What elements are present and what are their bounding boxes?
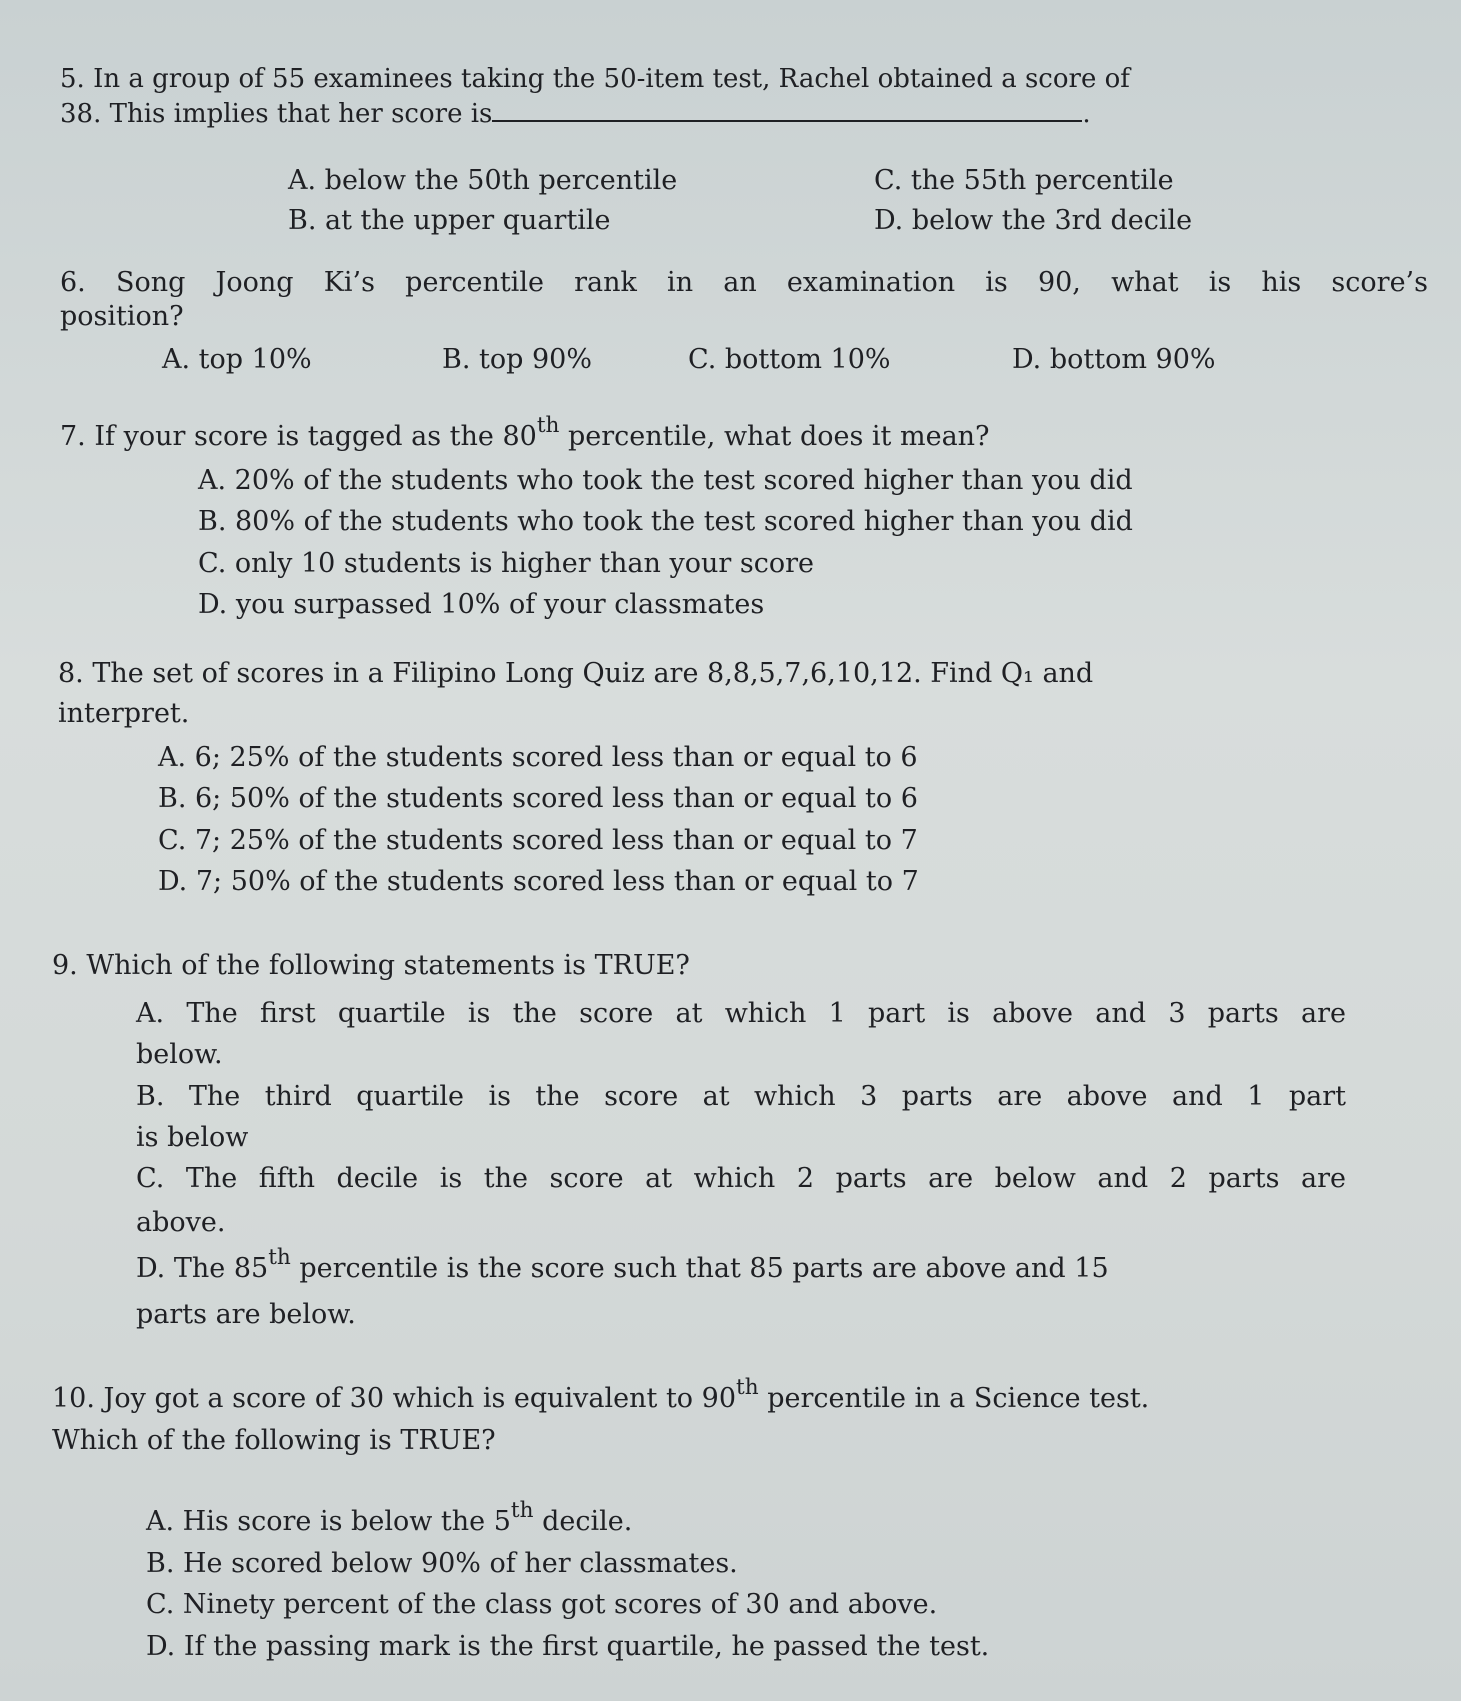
question-6-choice-a: A. top 10% <box>162 344 312 375</box>
question-5-number: 5. <box>60 64 85 94</box>
question-8-number: 8. <box>58 658 84 689</box>
question-6-number: 6. <box>60 267 86 298</box>
question-7-choice-a: A. 20% of the students who took the test scored higher than you did <box>198 465 1133 496</box>
question-8-stem-line2: interpret. <box>58 698 190 729</box>
question-7-choice-d: D. you surpassed 10% of your classmates <box>198 589 765 620</box>
question-10-stem-line2: Which of the following is TRUE? <box>52 1425 496 1456</box>
question-7-stem: 7. If your score is tagged as the 80th percentile, what does it mean? <box>60 412 990 452</box>
question-10-stem-line1: 10. Joy got a score of 30 which is equivalent to 90th percentile in a Science test. <box>52 1374 1150 1414</box>
question-6-choice-c: C. bottom 10% <box>688 344 891 375</box>
question-9-choice-d-line1: D. The 85th percentile is the score such that 85 parts are above and 15 <box>136 1244 1109 1284</box>
question-10-choice-d: D. If the passing mark is the first quartile, he passed the test. <box>146 1631 990 1662</box>
question-5-choice-b: B. at the upper quartile <box>288 205 611 236</box>
question-9-number: 9. <box>52 950 78 981</box>
question-6-stem-line2: position? <box>60 301 184 332</box>
question-9-choice-b-line1: B. The third quartile is the score at which 3 parts are above and 1 part <box>136 1081 1346 1112</box>
question-5-stem-line2: 38. This implies that her score is . <box>60 94 1091 131</box>
question-9-choice-c-line1: C. The fifth decile is the score at which 2 parts are below and 2 parts are <box>136 1163 1346 1194</box>
question-8-choice-c: C. 7; 25% of the students scored less than or equal to 7 <box>158 825 918 856</box>
question-8-stem-line1: 8. The set of scores in a Filipino Long Quiz are 8,8,5,7,6,10,12. Find Q₁ and <box>58 658 1094 689</box>
question-8-choice-a: A. 6; 25% of the students scored less than or equal to 6 <box>158 742 918 773</box>
question-5-choice-d: D. below the 3rd decile <box>874 205 1193 236</box>
question-6-choice-d: D. bottom 90% <box>1012 344 1216 375</box>
question-5-choice-a: A. below the 50th percentile <box>288 165 678 196</box>
question-10-number: 10. <box>52 1383 95 1414</box>
question-7-number: 7. <box>60 421 86 452</box>
question-5-stem-line1: 5. In a group of 55 examinees taking the 50-item test, Rachel obtained a score of <box>60 64 1130 94</box>
question-6-choice-b: B. top 90% <box>442 344 592 375</box>
answer-blank <box>492 94 1082 122</box>
question-10-choice-b: B. He scored below 90% of her classmates. <box>146 1548 738 1579</box>
question-10-choice-c: C. Ninety percent of the class got scores of 30 and above. <box>146 1589 938 1620</box>
question-8-choice-b: B. 6; 50% of the students scored less than or equal to 6 <box>158 783 918 814</box>
question-7-choice-c: C. only 10 students is higher than your score <box>198 548 815 579</box>
question-9-choice-d-line2: parts are below. <box>136 1299 356 1330</box>
question-7-choice-b: B. 80% of the students who took the test scored higher than you did <box>198 506 1133 537</box>
question-8-choice-d: D. 7; 50% of the students scored less than or equal to 7 <box>158 866 919 897</box>
question-9-choice-a-line1: A. The first quartile is the score at which 1 part is above and 3 parts are <box>136 998 1346 1029</box>
question-10-choice-a: A. His score is below the 5th decile. <box>146 1497 633 1537</box>
question-5-choice-c: C. the 55th percentile <box>874 165 1174 196</box>
question-9-choice-b-line2: is below <box>136 1122 249 1153</box>
question-9-choice-a-line2: below. <box>136 1039 223 1070</box>
question-6-stem-line1: 6. Song Joong Ki’s percentile rank in an examination is 90, what is his score’s <box>60 267 1428 298</box>
question-9-choice-c-line2: above. <box>136 1207 226 1238</box>
question-9-stem: 9. Which of the following statements is TRUE? <box>52 950 690 981</box>
